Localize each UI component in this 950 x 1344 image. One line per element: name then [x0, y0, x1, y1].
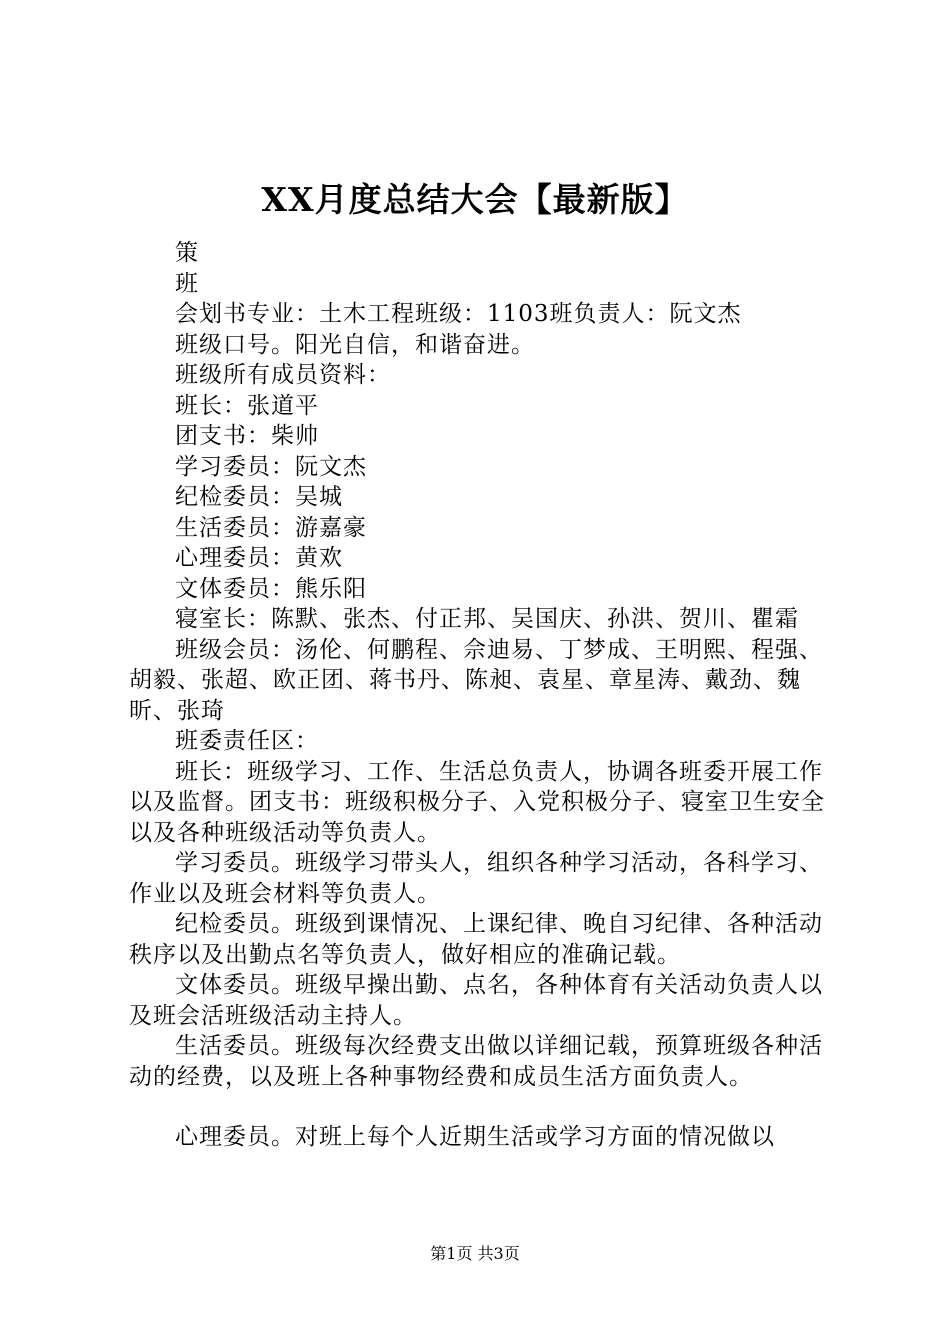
- paragraph-ce: 策: [175, 240, 199, 266]
- paragraph-plan-info: 会划书专业：土木工程班级：1103班负责人：阮文杰: [175, 301, 742, 327]
- page-footer: 第1页 共3页: [430, 1244, 520, 1263]
- document-title: XX月度总结大会【最新版】: [261, 180, 689, 219]
- paragraph-monitor: 班长：张道平: [175, 392, 319, 419]
- paragraph-study-committee: 学习委员：阮文杰: [175, 453, 367, 480]
- paragraph-class-slogan: 班级口号。阳光自信，和谐奋进。: [175, 331, 535, 358]
- paragraph-ban: 班: [175, 270, 199, 297]
- paragraph-sports-duty: 文体委员。班级早操出勤、点名，各种体育有关活动负责人以及班会活班级活动主持人。: [129, 972, 823, 1029]
- paragraph-class-members: 班级会员：汤伦、何鹏程、佘迪易、丁梦成、王明熙、程强、胡毅、张超、欧正团、蒋书丹、陈昶、袁星、章星涛、戴劲、魏昕、张琦: [129, 636, 823, 724]
- paragraph-monitor-duty: 班长：班级学习、工作、生活总负责人，协调各班委开展工作以及监督。团支书：班级积极分子、入党积极分子、寝室卫生安全以及各种班级活动等负责人。: [129, 758, 825, 846]
- paragraph-member-heading: 班级所有成员资料：: [175, 362, 391, 388]
- paragraph-psychology-duty: 心理委员。对班上每个人近期生活或学习方面的情况做以: [175, 1124, 775, 1150]
- paragraph-responsibility-heading: 班委责任区：: [175, 728, 319, 754]
- paragraph-psychology-committee: 心理委员：黄欢: [175, 545, 343, 571]
- paragraph-league-secretary: 团支书：柴帅: [175, 423, 319, 449]
- paragraph-dorm-leaders: 寝室长：陈默、张杰、付正邦、吴国庆、孙洪、贺川、瞿霜: [175, 606, 799, 632]
- paragraph-life-duty: 生活委员。班级每次经费支出做以详细记载，预算班级各种活动的经费，以及班上各种事物经费和成员生活方面负责人。: [129, 1033, 823, 1090]
- paragraph-study-duty: 学习委员。班级学习带头人，组织各种学习活动，各科学习、作业以及班会材料等负责人。: [129, 850, 823, 907]
- paragraph-life-committee: 生活委员：游嘉豪: [175, 514, 367, 541]
- paragraph-discipline-committee: 纪检委员：吴城: [175, 484, 343, 510]
- paragraph-discipline-duty: 纪检委员。班级到课情况、上课纪律、晚自习纪律、各种活动秩序以及出勤点名等负责人，做好相应的准确记载。: [129, 911, 823, 968]
- document-body: [129, 238, 831, 1153]
- paragraph-sports-committee: 文体委员：熊乐阳: [175, 575, 367, 602]
